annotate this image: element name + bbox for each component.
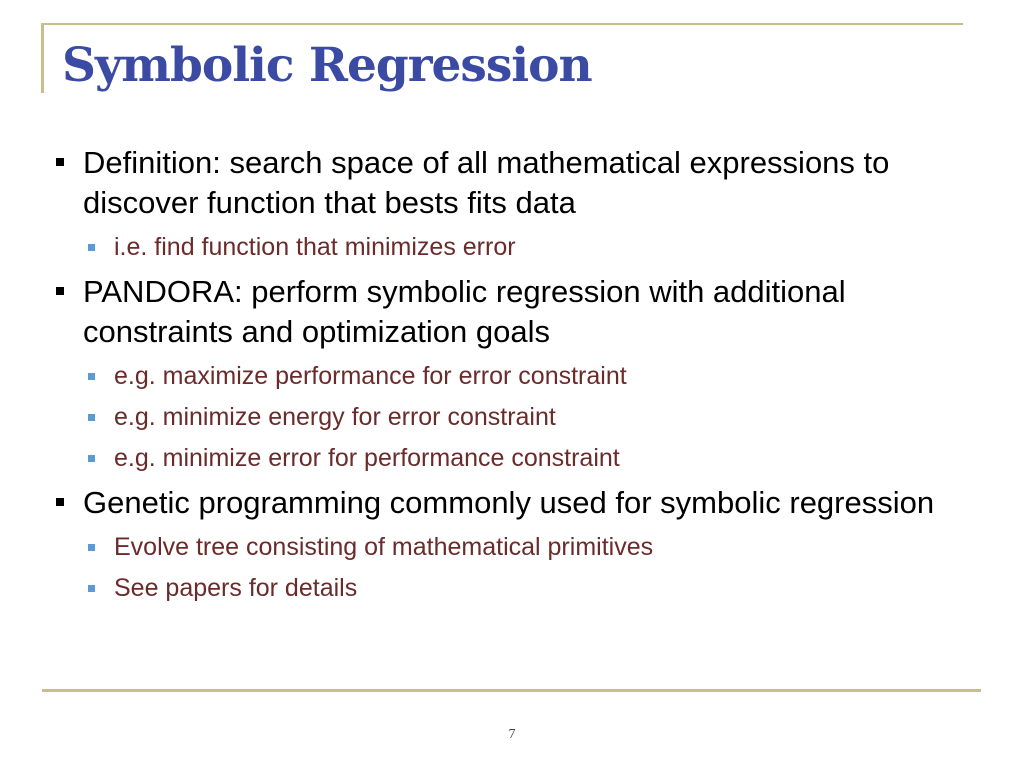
left-accent-bar bbox=[41, 23, 44, 93]
sub-bullet-text: e.g. maximize performance for error constraint bbox=[114, 362, 627, 390]
sub-bullet-item bbox=[50, 527, 990, 568]
square-bullet-icon bbox=[88, 373, 95, 380]
square-bullet-icon bbox=[88, 414, 95, 421]
sub-bullet-text: Evolve tree consisting of mathematical primitives bbox=[114, 533, 654, 561]
sub-bullet-text: See papers for details bbox=[114, 574, 358, 602]
bullet-item bbox=[50, 143, 990, 223]
sub-bullet-text: e.g. minimize error for performance constraint bbox=[114, 444, 620, 472]
page-number: 7 bbox=[508, 727, 516, 742]
sub-bullet-text: e.g. minimize energy for error constraint bbox=[114, 403, 556, 431]
sub-bullet-item bbox=[50, 227, 990, 268]
square-bullet-icon bbox=[88, 455, 95, 462]
top-divider bbox=[41, 23, 963, 25]
bullet-item bbox=[50, 483, 990, 523]
sub-bullet-text: i.e. find function that minimizes error bbox=[114, 233, 516, 261]
bullet-item bbox=[50, 272, 990, 352]
bullet-list bbox=[50, 143, 990, 613]
square-bullet-icon bbox=[56, 287, 64, 295]
square-bullet-icon bbox=[56, 158, 64, 166]
sub-bullet-item bbox=[50, 438, 990, 479]
square-bullet-icon bbox=[88, 544, 95, 551]
bullet-group-definition bbox=[50, 143, 990, 268]
bullet-text: PANDORA: perform symbolic regression with additional constraints and optimization goals bbox=[83, 274, 846, 349]
slide-title: Symbolic Regression bbox=[62, 38, 592, 93]
bullet-text: Genetic programming commonly used for symbolic regression bbox=[83, 485, 935, 520]
bottom-divider bbox=[42, 689, 981, 692]
sub-bullet-item bbox=[50, 397, 990, 438]
bullet-group-pandora bbox=[50, 272, 990, 479]
bullet-text: Definition: search space of all mathematical expressions to discover function that bests fits data bbox=[83, 145, 890, 220]
bullet-group-genetic-programming bbox=[50, 483, 990, 609]
sub-bullet-item bbox=[50, 568, 990, 609]
sub-bullet-item bbox=[50, 356, 990, 397]
square-bullet-icon bbox=[88, 244, 95, 251]
square-bullet-icon bbox=[88, 585, 95, 592]
square-bullet-icon bbox=[56, 498, 64, 506]
